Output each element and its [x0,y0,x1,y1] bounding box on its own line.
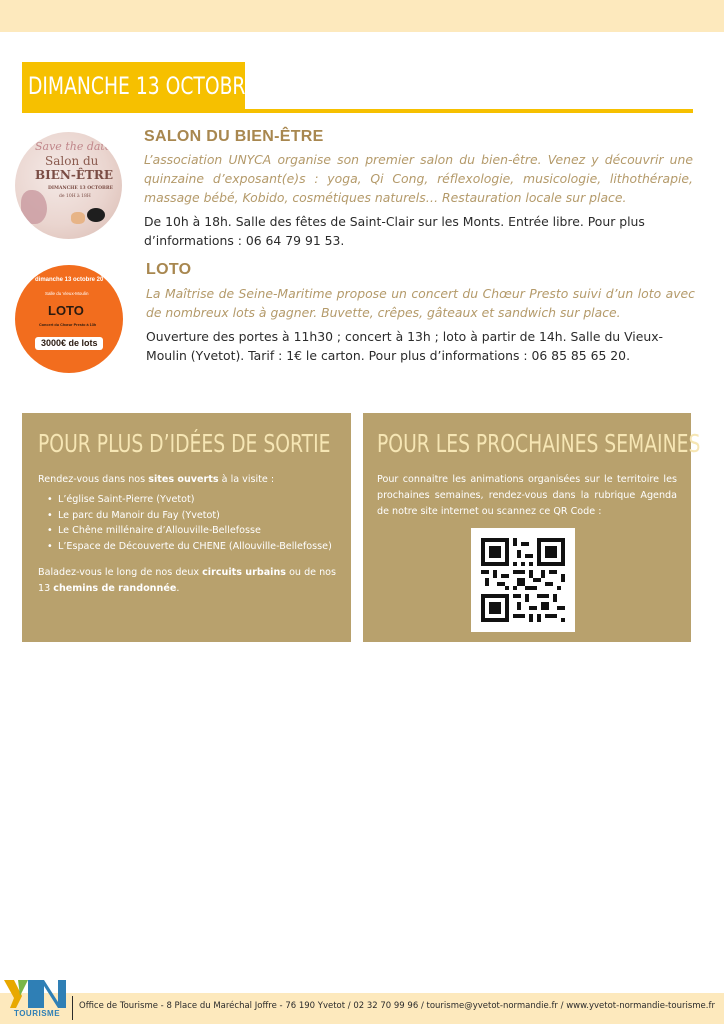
poster-save-date: Save the date [35,140,112,153]
footer-contact: Office de Tourisme - 8 Place du Maréchal Joffre - 76 190 Yvetot / 02 32 70 99 96 / tourisme@yvetot-normandie.fr / www.yvetot-normandie-tourisme.fr [79,1001,715,1011]
poster-salon-du: Salon du [45,154,99,168]
poster-loto-concert: Concert du Chœur Presto à 13h [39,323,97,327]
list-item: • L’église Saint-Pierre (Yvetot) [44,492,332,508]
list-item: • L’Espace de Découverte du CHENE (Allouville-Bellefosse) [44,539,332,555]
ideas-walk-after: . [176,583,180,594]
ideas-walk [38,565,338,597]
ideas-walk-circuits: circuits urbains [202,567,287,578]
sites-list [44,492,332,554]
ideas-intro-bold: sites ouverts [148,474,219,485]
footer-divider [72,996,73,1020]
event-info-salon: De 10h à 18h. Salle des fêtes de Saint-Clair sur les Monts. Entrée libre. Pour plus d’informations : 06 64 79 91 53. [144,214,645,248]
top-band [0,0,724,32]
poster-stone-icon [87,208,105,222]
poster-loto-title: LOTO [48,303,84,318]
poster-loto-date: dimanche 13 octobre 20 [35,277,104,283]
ideas-intro [38,472,338,488]
list-item: • Le Chêne millénaire d’Allouville-Bellefosse [44,523,332,539]
ideas-intro-after: à la visite : [218,474,275,485]
poster-date: DIMANCHE 13 OCTOBRE [48,186,113,191]
salon-bien-etre-poster [15,132,122,239]
list-item: • Le parc du Manoir du Fay (Yvetot) [44,508,332,524]
loto-poster [15,265,123,373]
poster-loto-venue: Salle du Vieux-Moulin [45,291,89,296]
event-info-loto: Ouverture des portes à 11h30 ; concert à 13h ; loto à partir de 14h. Salle du Vieux-Moulin (Yvetot). Tarif : 1€ le carton. Pour plus d’informations : 06 85 85 65 20. [146,329,664,363]
event-description-salon: L’association UNYCA organise son premier salon du bien-être. Venez y découvrir une quinzaine d’exposant(e)s : yoga, Qi Cong, réflexologie, musicologie, lithothérapie, massage bébé, Kobido, cosmétiques naturels… Restauration locale sur place. [144,152,693,205]
day-divider [22,109,693,113]
poster-flower-icon [21,190,47,224]
ideas-walk-mid: ou de nos 13 [38,567,337,594]
poster-bien-etre: BIEN-ÊTRE [35,168,114,182]
ideas-box-title: POUR PLUS D’IDÉES DE SORTIE [38,429,331,458]
ideas-walk-chemins: chemins de randonnée [53,583,177,594]
poster-candle-icon [71,212,85,224]
ideas-walk-before: Baladez-vous le long de nos deux [38,567,203,578]
ideas-box [22,413,351,642]
day-title: DIMANCHE 13 OCTOBRE [28,72,258,100]
weeks-text: Pour connaitre les animations organisées sur le territoire les prochaines semaines, rendez-vous dans la rubrique Agenda de notre site internet ou scannez ce QR Code : [377,474,677,517]
qr-code[interactable] [471,528,575,632]
poster-loto-prize: 3000€ de lots [41,338,98,348]
event-description-loto: La Maîtrise de Seine-Maritime propose un concert du Chœur Presto suivi d’un loto avec de nombreux lots à gagner. Buvette, crêpes, gâteaux et sandwich sur place. [146,286,695,320]
logo-tourisme-text: TOURISME [13,1009,61,1018]
ideas-intro-before: Rendez-vous dans nos [38,474,149,485]
weeks-box-title: POUR LES PROCHAINES SEMAINES [377,429,701,458]
qr-code-icon [481,538,565,622]
event-title-loto: LOTO [146,261,192,278]
poster-hours: de 10H à 18H [59,194,91,199]
event-title-salon: SALON DU BIEN-ÊTRE [144,128,324,145]
weeks-box [363,413,701,642]
